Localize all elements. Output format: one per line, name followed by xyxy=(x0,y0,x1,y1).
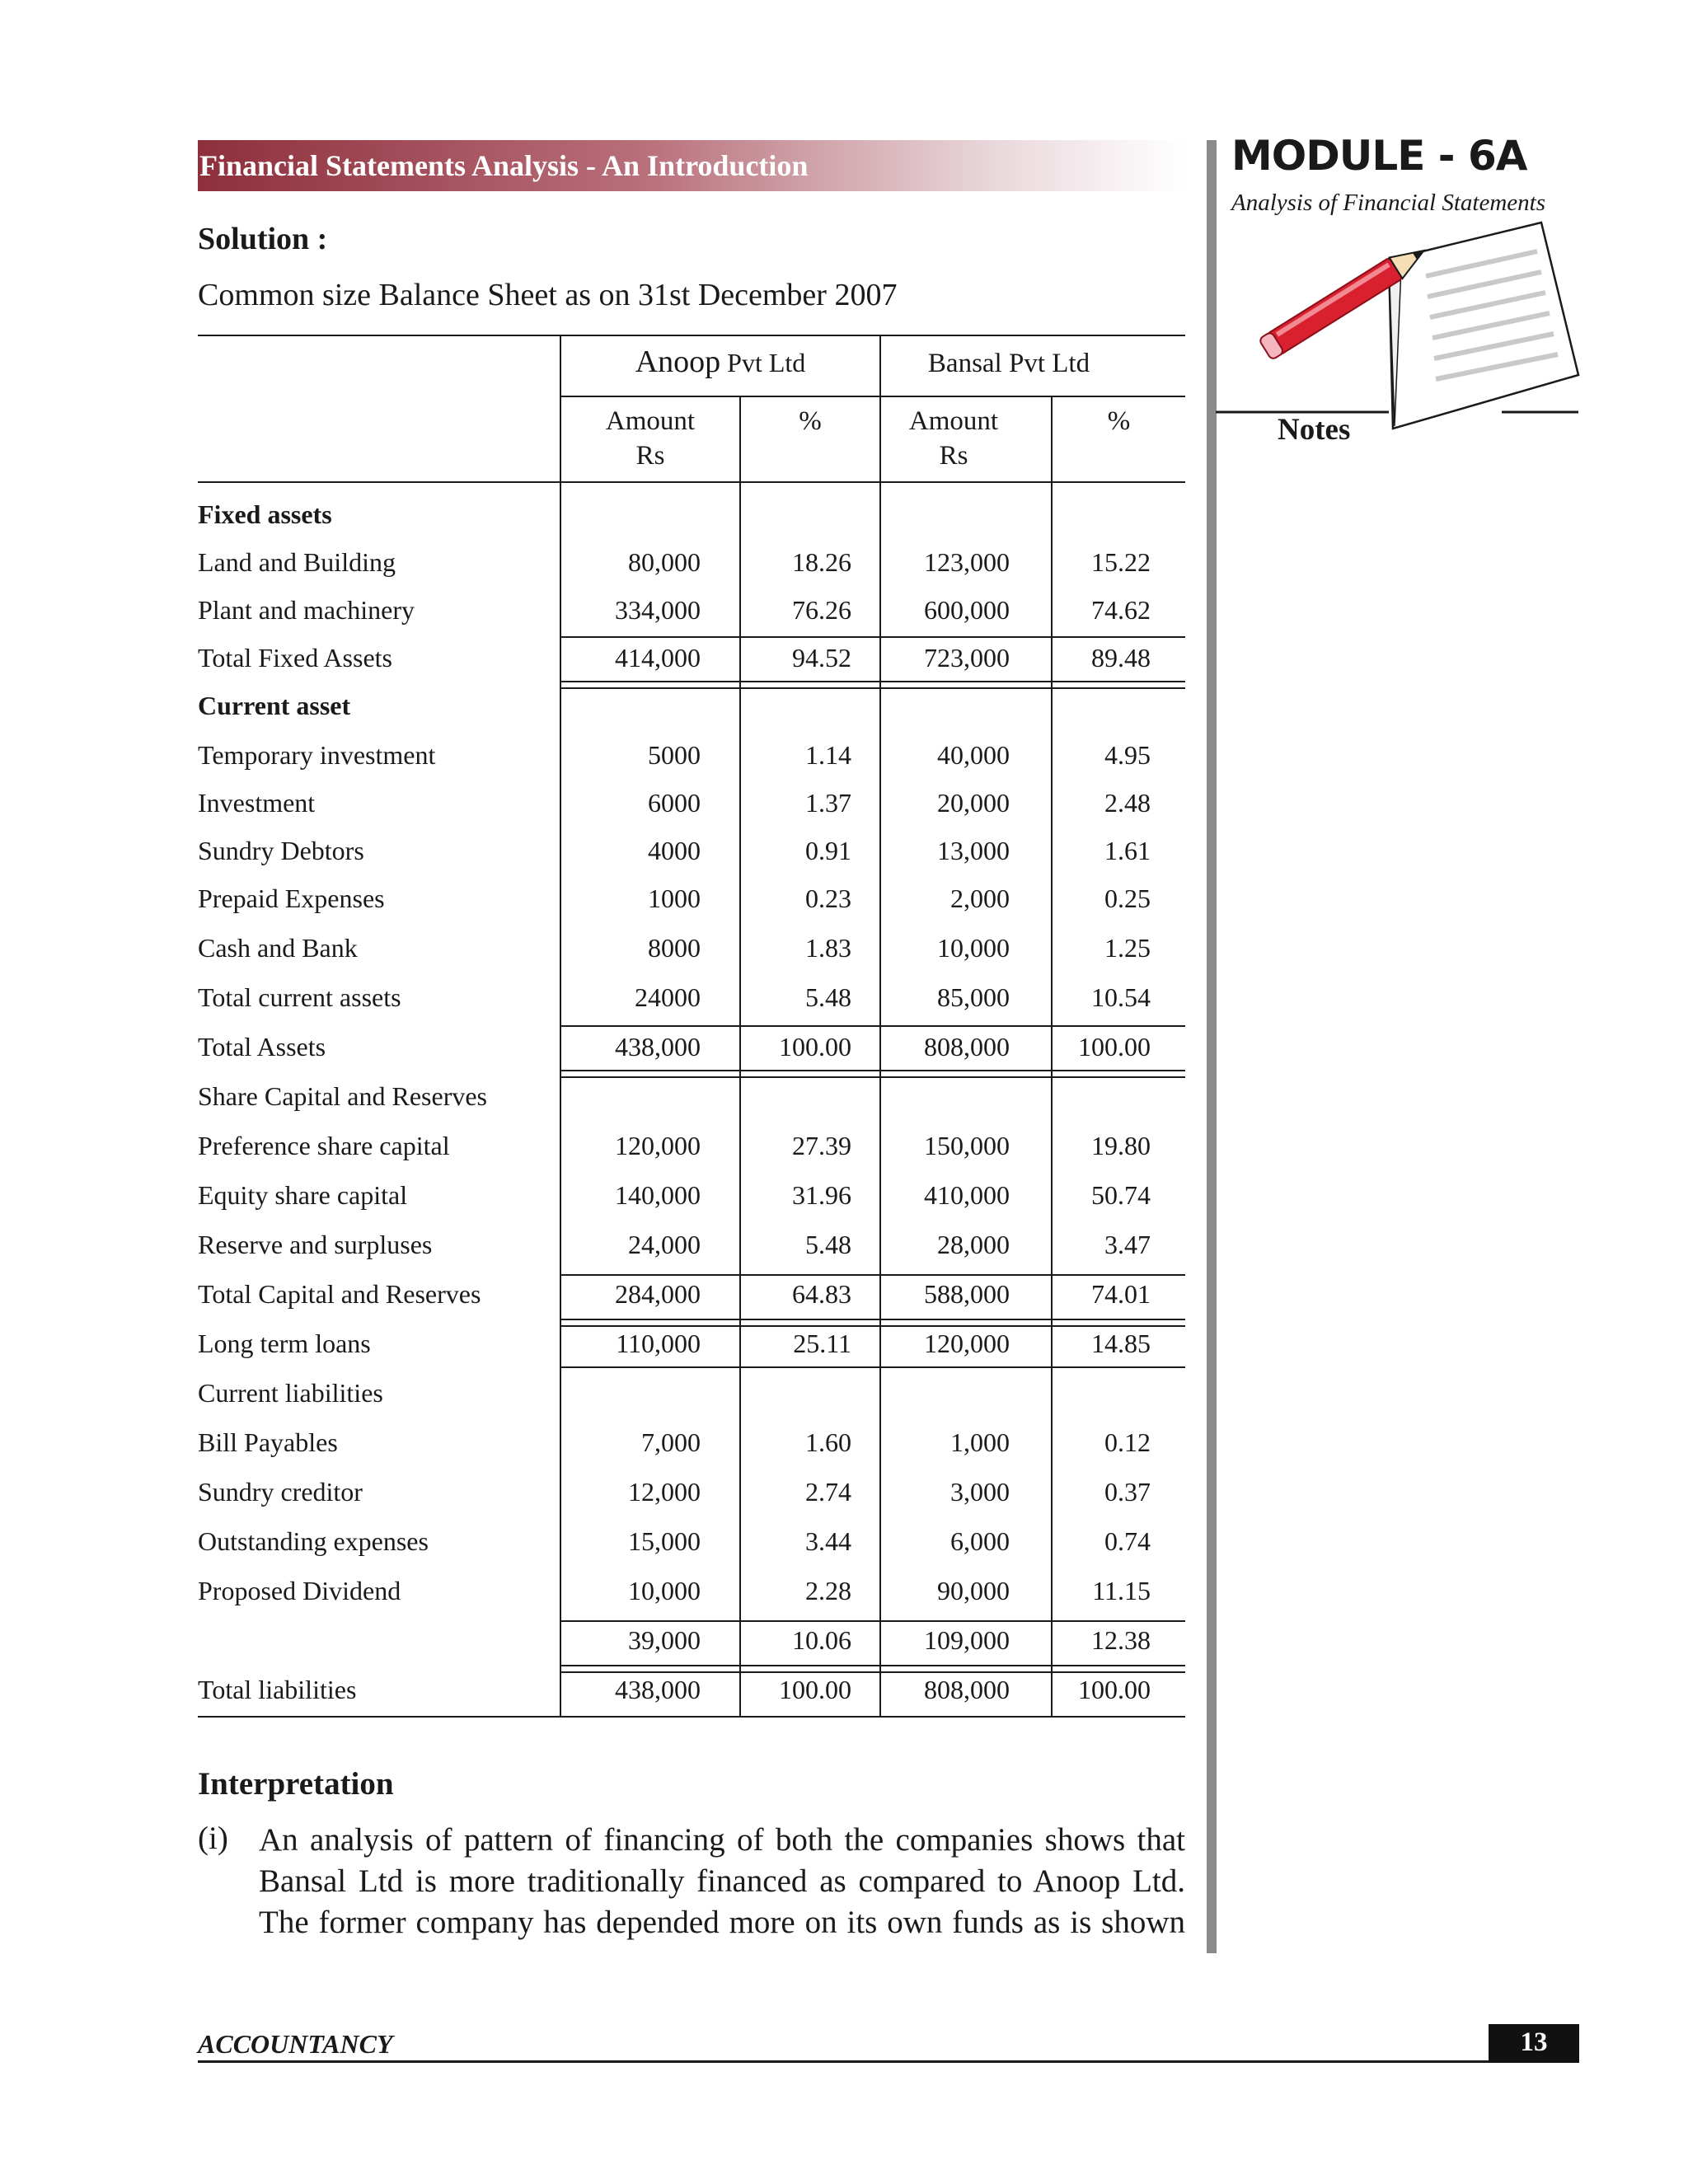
header-divider xyxy=(560,396,1185,397)
cell-a-pct: 2.28 xyxy=(805,1576,851,1605)
cell-b-pct: 12.38 xyxy=(1091,1625,1151,1655)
cell-b-amt: 123,000 xyxy=(924,547,1010,577)
column-header-b-percent: % xyxy=(1107,406,1131,436)
cell-b-amt: 410,000 xyxy=(924,1180,1010,1210)
cell-a-pct: 1.14 xyxy=(805,740,851,770)
cell-a-pct: 27.39 xyxy=(792,1131,851,1160)
cell-a-pct: 0.91 xyxy=(805,836,851,865)
cell-a-pct: 18.26 xyxy=(792,547,851,577)
row-label: Total Fixed Assets xyxy=(198,643,392,673)
row-label: Total Capital and Reserves xyxy=(198,1279,481,1309)
row-label: Land and Building xyxy=(198,547,396,577)
cell-a-pct: 0.23 xyxy=(805,883,851,913)
cell-b-amt: 120,000 xyxy=(924,1329,1010,1358)
cell-b-pct: 50.74 xyxy=(1091,1180,1151,1210)
header-bottom-rule xyxy=(198,481,1185,483)
cell-a-pct: 76.26 xyxy=(792,595,851,625)
row-label: Equity share capital xyxy=(198,1180,408,1210)
cell-a-amt: 438,000 xyxy=(615,1032,701,1062)
cell-b-amt: 1,000 xyxy=(950,1427,1010,1457)
cell-b-amt: 6,000 xyxy=(950,1526,1010,1556)
cell-a-amt: 120,000 xyxy=(615,1131,701,1160)
cell-b-amt: 109,000 xyxy=(924,1625,1010,1655)
company-a-name: Anoop xyxy=(635,344,721,379)
cell-b-pct: 0.12 xyxy=(1104,1427,1151,1457)
total-rule-bottom xyxy=(560,1366,1185,1368)
cell-b-amt: 150,000 xyxy=(924,1131,1010,1160)
cell-b-pct: 0.25 xyxy=(1104,883,1151,913)
total-rule-top xyxy=(560,636,1185,638)
cell-b-pct: 1.25 xyxy=(1104,933,1151,963)
cell-b-amt: 90,000 xyxy=(937,1576,1010,1605)
row-label: Plant and machinery xyxy=(198,595,415,625)
cell-a-amt: 15,000 xyxy=(628,1526,701,1556)
page-number: 13 xyxy=(1489,2024,1579,2063)
column-divider-a-amount xyxy=(739,396,741,1716)
notes-pencil-icon xyxy=(1212,210,1591,449)
cell-a-amt: 140,000 xyxy=(615,1180,701,1210)
cell-b-pct: 1.61 xyxy=(1104,836,1151,865)
cell-b-pct: 0.37 xyxy=(1104,1477,1151,1507)
cell-a-amt: 8000 xyxy=(648,933,701,963)
amount-label: Amount xyxy=(908,406,999,436)
cell-b-amt: 20,000 xyxy=(937,788,1010,818)
row-label: Bill Payables xyxy=(198,1427,338,1457)
cell-b-pct: 0.74 xyxy=(1104,1526,1151,1556)
module-title: MODULE - 6A xyxy=(1231,132,1527,180)
row-label: Cash and Bank xyxy=(198,933,358,963)
total-rule-double xyxy=(560,1319,1185,1320)
row-label: Prepaid Expenses xyxy=(198,883,385,913)
cell-a-amt: 24000 xyxy=(635,982,701,1012)
cell-a-pct: 31.96 xyxy=(792,1180,851,1210)
cell-a-amt: 334,000 xyxy=(615,595,701,625)
table-top-rule xyxy=(198,335,1185,336)
cell-a-pct: 1.37 xyxy=(805,788,851,818)
cell-b-pct: 15.22 xyxy=(1091,547,1151,577)
interpretation-heading: Interpretation xyxy=(198,1766,394,1802)
cell-a-pct: 1.60 xyxy=(805,1427,851,1457)
company-b-header: Bansal Pvt Ltd xyxy=(927,349,1090,378)
total-rule-double xyxy=(560,1671,1185,1673)
cell-b-amt: 28,000 xyxy=(937,1230,1010,1259)
cell-a-pct: 94.52 xyxy=(792,643,851,673)
row-label: Current liabilities xyxy=(198,1378,383,1408)
cell-a-pct: 100.00 xyxy=(779,1032,851,1062)
row-label: Reserve and surpluses xyxy=(198,1230,433,1259)
cell-a-pct: 10.06 xyxy=(792,1625,851,1655)
row-label: Temporary investment xyxy=(198,740,436,770)
cell-a-amt: 4000 xyxy=(648,836,701,865)
cell-b-amt: 588,000 xyxy=(924,1279,1010,1309)
total-rule-top xyxy=(560,1025,1185,1027)
cell-b-pct: 11.15 xyxy=(1092,1576,1151,1605)
interpretation-marker: (i) xyxy=(198,1821,228,1856)
cell-b-amt: 600,000 xyxy=(924,595,1010,625)
interpretation-paragraph: An analysis of pattern of financing of both the companies shows that Bansal Ltd is more traditionally financed as compared to Anoop Ltd. The former company has depended more on its own funds as is shown xyxy=(259,1822,1185,1940)
company-a-suffix: Pvt Ltd xyxy=(720,348,806,377)
chapter-banner: Financial Statements Analysis - An Introduction xyxy=(198,140,1185,191)
cell-a-amt: 438,000 xyxy=(615,1675,701,1704)
solution-heading: Solution : xyxy=(198,222,328,256)
total-rule-double xyxy=(560,687,1185,689)
total-rule-double xyxy=(560,1325,1185,1327)
cell-a-pct: 100.00 xyxy=(779,1675,851,1704)
cell-b-amt: 808,000 xyxy=(924,1032,1010,1062)
total-rule-double xyxy=(560,1665,1185,1666)
row-label: Preference share capital xyxy=(198,1131,450,1160)
total-rule-double xyxy=(560,1076,1185,1078)
cell-a-amt: 12,000 xyxy=(628,1477,701,1507)
row-label: Long term loans xyxy=(198,1329,371,1358)
cell-b-pct: 19.80 xyxy=(1091,1131,1151,1160)
cell-b-amt: 85,000 xyxy=(937,982,1010,1012)
cell-a-amt: 6000 xyxy=(648,788,701,818)
cell-b-pct: 89.48 xyxy=(1091,643,1151,673)
cell-b-pct: 2.48 xyxy=(1104,788,1151,818)
cell-b-amt: 40,000 xyxy=(937,740,1010,770)
column-header-a-amount xyxy=(561,404,739,473)
footer-rule xyxy=(198,2060,1579,2063)
row-label: Share Capital and Reserves xyxy=(198,1081,487,1111)
row-label: Total liabilities xyxy=(198,1675,357,1704)
cell-b-amt: 10,000 xyxy=(937,933,1010,963)
total-rule-double xyxy=(560,1070,1185,1071)
row-label: Current asset xyxy=(198,691,351,720)
row-label: Investment xyxy=(198,788,316,818)
cell-b-pct: 3.47 xyxy=(1104,1230,1151,1259)
cell-a-amt: 1000 xyxy=(648,883,701,913)
column-header-a-percent: % xyxy=(799,406,822,436)
cell-a-pct: 1.83 xyxy=(805,933,851,963)
row-label: Outstanding expenses xyxy=(198,1526,429,1556)
cell-b-pct: 74.62 xyxy=(1091,595,1151,625)
cell-a-pct: 2.74 xyxy=(805,1477,851,1507)
cell-b-pct: 100.00 xyxy=(1078,1032,1151,1062)
row-label: Total Assets xyxy=(198,1032,326,1062)
total-rule-double xyxy=(560,681,1185,682)
column-header-b-amount xyxy=(881,404,1026,473)
cell-a-pct: 64.83 xyxy=(792,1279,851,1309)
cell-b-amt: 723,000 xyxy=(924,643,1010,673)
amount-label: Amount xyxy=(605,406,696,436)
cell-a-pct: 5.48 xyxy=(805,982,851,1012)
cell-a-amt: 39,000 xyxy=(628,1625,701,1655)
cell-a-amt: 110,000 xyxy=(616,1329,701,1358)
notes-label: Notes xyxy=(1278,413,1351,447)
cell-a-amt: 5000 xyxy=(648,740,701,770)
cell-a-amt: 284,000 xyxy=(615,1279,701,1309)
total-rule-top xyxy=(560,1620,1185,1622)
cell-b-pct: 4.95 xyxy=(1104,740,1151,770)
cell-b-pct: 10.54 xyxy=(1091,982,1151,1012)
row-label: Total current assets xyxy=(198,982,401,1012)
row-label: Sundry Debtors xyxy=(198,836,364,865)
row-label: Sundry creditor xyxy=(198,1477,363,1507)
cell-b-amt: 2,000 xyxy=(950,883,1010,913)
cell-a-amt: 7,000 xyxy=(641,1427,701,1457)
cell-a-pct: 5.48 xyxy=(805,1230,851,1259)
column-divider-b-amount xyxy=(1051,396,1053,1716)
cell-b-amt: 808,000 xyxy=(924,1675,1010,1704)
cell-b-pct: 14.85 xyxy=(1091,1329,1151,1358)
total-rule-top xyxy=(560,1274,1185,1276)
footer-title: ACCOUNTANCY xyxy=(198,2029,393,2059)
cell-a-amt: 414,000 xyxy=(615,643,701,673)
amount-unit: Rs xyxy=(635,441,665,471)
module-subtitle: Analysis of Financial Statements xyxy=(1231,190,1545,216)
cell-a-amt: 24,000 xyxy=(628,1230,701,1259)
cell-b-pct: 74.01 xyxy=(1091,1279,1151,1309)
cell-b-amt: 13,000 xyxy=(937,836,1010,865)
table-bottom-rule xyxy=(198,1716,1185,1718)
cell-a-amt: 80,000 xyxy=(628,547,701,577)
amount-unit: Rs xyxy=(939,441,968,471)
table-caption: Common size Balance Sheet as on 31st December 2007 xyxy=(198,278,898,312)
cell-b-pct: 100.00 xyxy=(1078,1675,1151,1704)
cell-a-pct: 25.11 xyxy=(793,1329,851,1358)
cell-a-pct: 3.44 xyxy=(805,1526,851,1556)
cell-b-amt: 3,000 xyxy=(950,1477,1010,1507)
row-label: Proposed Dividend xyxy=(198,1576,401,1605)
row-label: Fixed assets xyxy=(198,499,332,529)
cell-a-amt: 10,000 xyxy=(628,1576,701,1605)
